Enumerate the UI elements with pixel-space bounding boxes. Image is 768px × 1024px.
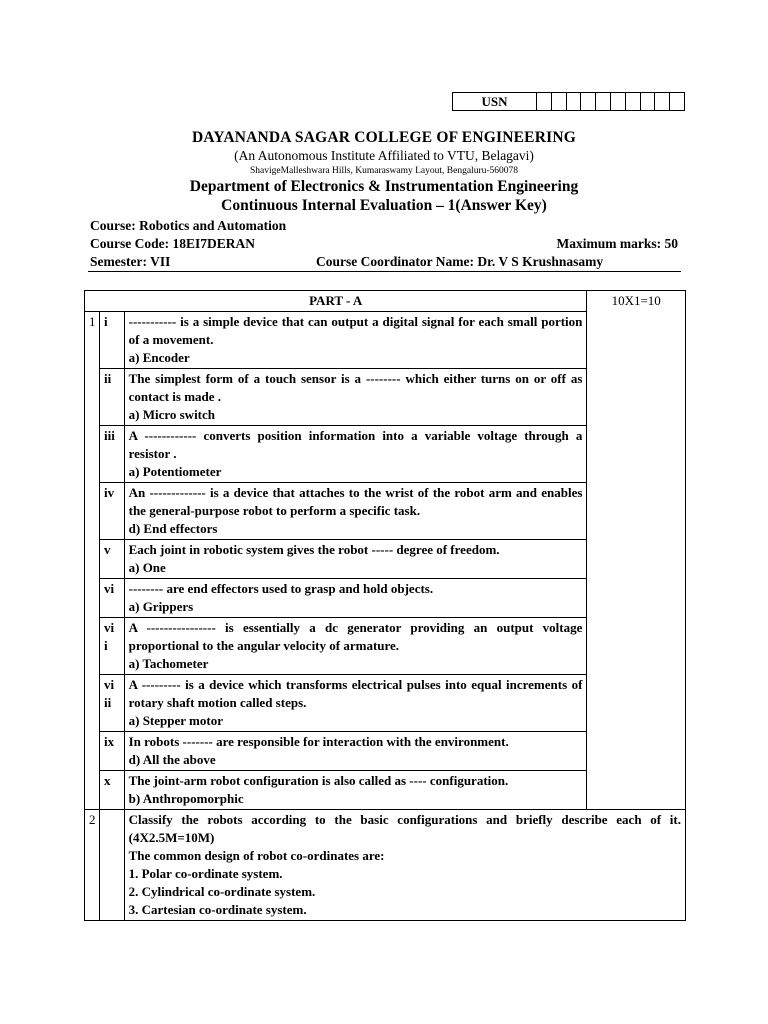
max-marks: Maximum marks: 50 (556, 236, 678, 251)
question-body (124, 483, 587, 540)
usn-cell (567, 93, 582, 110)
usn-cell (670, 93, 684, 110)
usn-cell (596, 93, 611, 110)
course-coordinator: Course Coordinator Name: Dr. V S Krushnasamy (316, 254, 604, 269)
answer-point: 3. Cartesian co-ordinate system. (128, 902, 307, 917)
question-number: 2 (85, 810, 100, 921)
answer-text: b) Anthropomorphic (128, 791, 244, 806)
answer-point: 2. Cylindrical co-ordinate system. (128, 884, 316, 899)
sub-question-number: iii (99, 426, 124, 483)
usn-cell (655, 93, 670, 110)
sub-question-number (99, 810, 124, 921)
question-body (124, 540, 587, 579)
part-a-title: PART - A (85, 291, 587, 312)
sub-question-number: iv (99, 483, 124, 540)
question-body (124, 618, 587, 675)
college-name: DAYANANDA SAGAR COLLEGE OF ENGINEERING (192, 129, 576, 146)
part-a-marks: 10X1=10 (587, 291, 686, 810)
sub-question-number: ii (99, 369, 124, 426)
question-text: A --------- is a device which transforms electrical pulses into equal increments of rotary shaft motion called steps. (128, 677, 583, 710)
question-text: In robots ------- are responsible for interaction with the environment. (128, 734, 509, 749)
usn-cell (626, 93, 641, 110)
question-2-row (85, 810, 686, 921)
question-text: An ------------- is a device that attaches to the wrist of the robot arm and enables the general-purpose robot to perform a specific task. (128, 485, 583, 518)
evaluation-title: Continuous Internal Evaluation – 1(Answer Key) (221, 197, 547, 214)
course-name: Course: Robotics and Automation (90, 218, 287, 233)
sub-question-number: i (99, 312, 124, 369)
question-text: Each joint in robotic system gives the robot ----- degree of freedom. (128, 542, 500, 557)
usn-cell (552, 93, 567, 110)
answer-text: a) Tachometer (128, 656, 209, 671)
answer-intro: The common design of robot co-ordinates are: (128, 848, 385, 863)
question-body (124, 810, 685, 921)
question-body (124, 579, 587, 618)
answer-text: a) Encoder (128, 350, 190, 365)
question-text: -------- are end effectors used to grasp and hold objects. (128, 581, 434, 596)
answer-text: a) Micro switch (128, 407, 216, 422)
usn-box (452, 92, 685, 111)
question-body (124, 675, 587, 732)
usn-cell (641, 93, 656, 110)
answer-point: 1. Polar co-ordinate system. (128, 866, 283, 881)
question-body (124, 771, 587, 810)
sub-question-number: x (99, 771, 124, 810)
part-a-header-row (85, 291, 686, 312)
question-text: A ---------------- is essentially a dc generator providing an output voltage proportional to the angular velocity of armature. (128, 620, 583, 653)
department-title: Department of Electronics & Instrumentation Engineering (189, 178, 579, 195)
question-table (84, 290, 686, 921)
answer-text: a) Grippers (128, 599, 194, 614)
usn-cell (581, 93, 596, 110)
question-body (124, 369, 587, 426)
answer-text: a) Potentiometer (128, 464, 222, 479)
question-number: 1 (85, 312, 100, 810)
question-text: ----------- is a simple device that can output a digital signal for each small portion of a movement. (128, 314, 583, 347)
question-body (124, 312, 587, 369)
sub-question-number: v (99, 540, 124, 579)
usn-cell (611, 93, 626, 110)
sub-question-number: vi i (99, 618, 124, 675)
course-code: Course Code: 18EI7DERAN (90, 236, 255, 251)
affiliation: (An Autonomous Institute Affiliated to VTU, Belagavi) (234, 148, 534, 163)
question-text: Classify the robots according to the basic configurations and briefly describe each of it. (4X2.5M=10M) (128, 812, 681, 845)
question-body (124, 426, 587, 483)
question-body (124, 732, 587, 771)
question-text: The simplest form of a touch sensor is a -------- which either turns on or off as contact is made . (128, 371, 583, 404)
semester: Semester: VII (90, 254, 171, 269)
answer-text: a) Stepper motor (128, 713, 223, 728)
header-divider (88, 271, 681, 272)
usn-label: USN (453, 93, 537, 110)
answer-text: d) End effectors (128, 521, 218, 536)
sub-question-number: vi (99, 579, 124, 618)
sub-question-number: ix (99, 732, 124, 771)
answer-text: d) All the above (128, 752, 216, 767)
usn-cell (537, 93, 552, 110)
question-text: The joint-arm robot configuration is also called as ---- configuration. (128, 773, 509, 788)
question-text: A ------------ converts position information into a variable voltage through a resistor . (128, 428, 583, 461)
address: ShavigeMalleshwara Hills, Kumaraswamy Layout, Bengaluru-560078 (249, 166, 519, 176)
sub-question-number: vi ii (99, 675, 124, 732)
answer-text: a) One (128, 560, 166, 575)
